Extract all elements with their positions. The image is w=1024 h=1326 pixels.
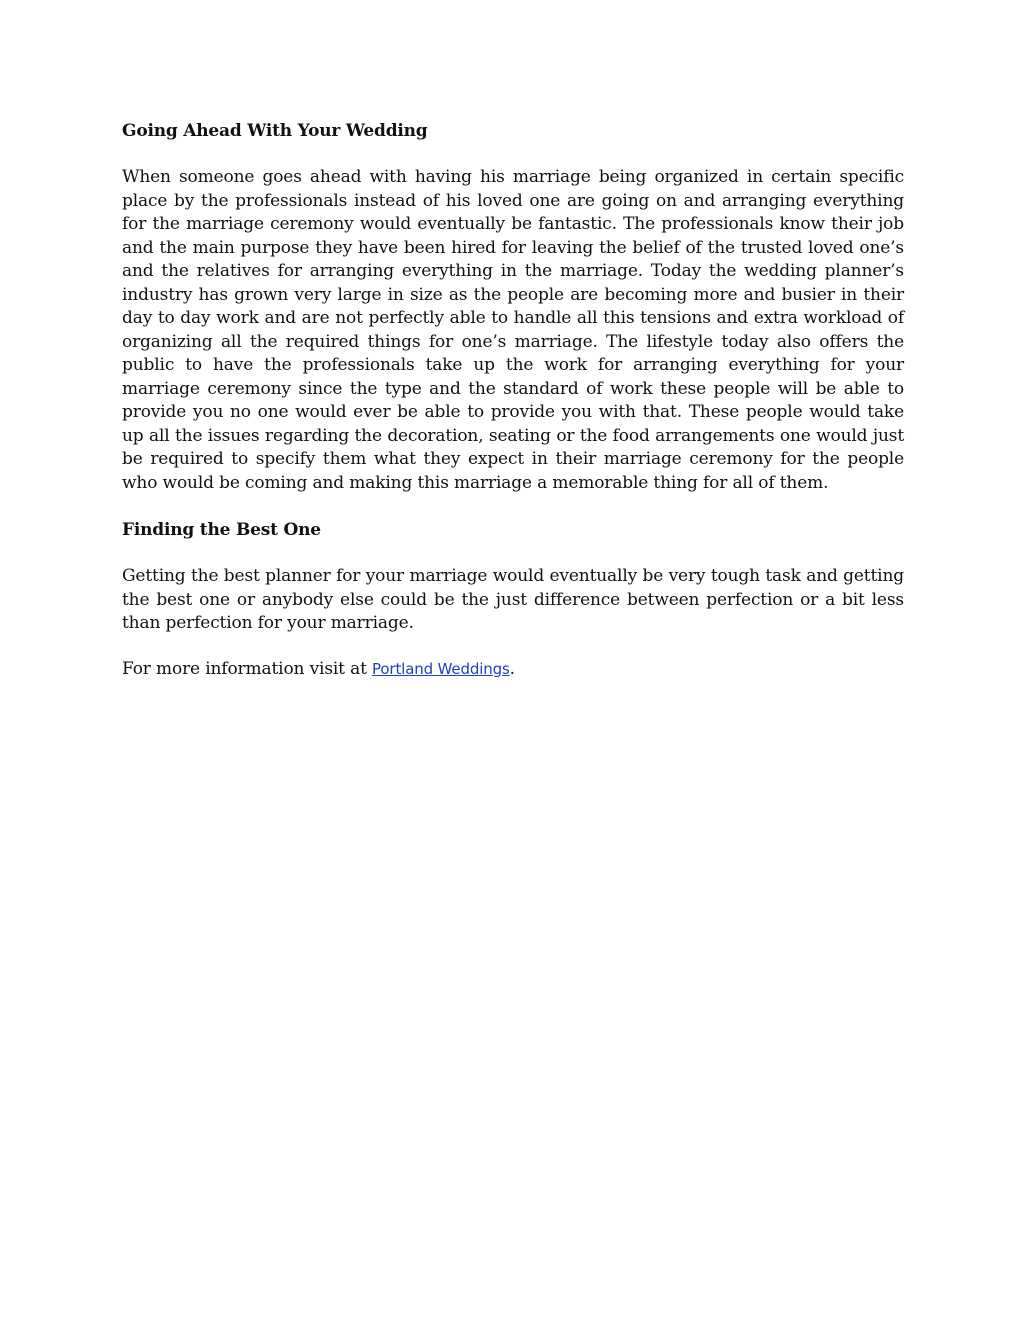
section-paragraph-finding-best: Getting the best planner for your marriage would eventually be very tough task and getting the best one or anybody else could be the just difference between perfection or a bit less than perfection for your marriage.	[122, 566, 904, 633]
spacer	[122, 495, 904, 517]
more-info-prefix: For more information visit at	[122, 658, 373, 679]
spacer	[122, 144, 904, 166]
section-paragraph-going-ahead: When someone goes ahead with having his marriage being organized in certain specific place by the professionals instead of his loved one are going on and arranging everything for the marriage ceremony would eventually be fantastic. The professionals know their job and the main purpose they have been hired for leaving the belief of the trusted loved one’s and the relatives for arranging everything in the marriage. Today the wedding planner’s industry has grown very large in size as the people are becoming more and busier in their day to day work and are not perfectly able to handle all this tensions and extra workload of organizing all the required things for one’s marriage. The lifestyle today also offers the public to have the professionals take up the work for arranging everything for your marriage ceremony since the type and the standard of work these people will be able to provide you no one would ever be able to provide you with that. These people would take up all the issues regarding the decoration, seating or the food arrangements one would just be required to specify them what they expect in their marriage ceremony for the people who would be coming and making this marriage a memorable thing for all of them.	[122, 167, 904, 493]
spacer	[122, 543, 904, 565]
section-heading-going-ahead: Going Ahead With Your Wedding	[122, 121, 428, 141]
more-info-line	[122, 658, 904, 682]
section-heading-finding-best: Finding the Best One	[122, 520, 321, 540]
spacer	[122, 636, 904, 658]
document-content	[122, 118, 904, 681]
more-info-suffix: .	[509, 658, 515, 679]
portland-weddings-link[interactable]: Portland Weddings	[372, 659, 510, 678]
